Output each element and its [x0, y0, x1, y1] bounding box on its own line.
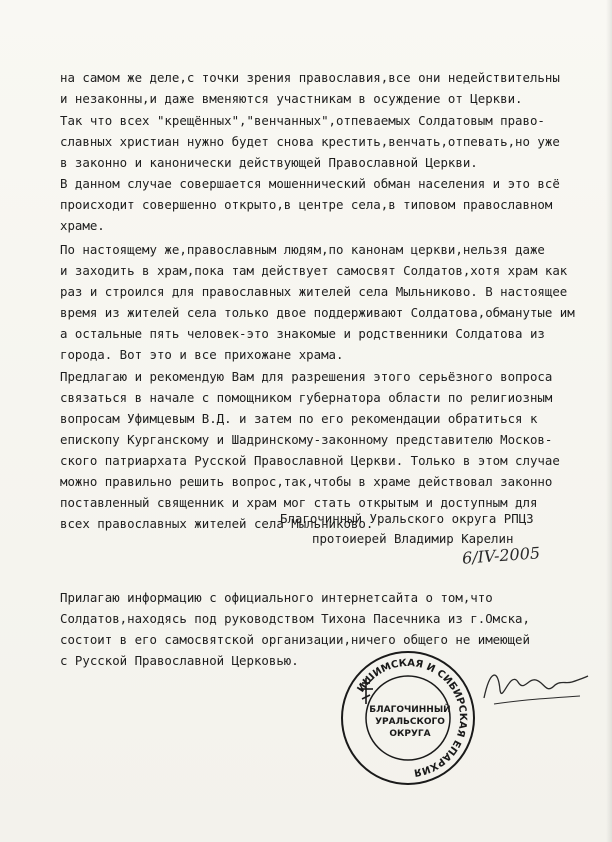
text-line: Так что всех "крещённых","венчанных",отпеваемых Солдатовым право- [60, 113, 545, 128]
text-line: а остальные пять человек-это знакомые и родственники Солдатова из [60, 326, 545, 341]
seal-center-line-2: УРАЛЬСКОГО [375, 717, 445, 727]
text-line: славных христиан нужно будет снова крестить,венчать,отпевать,но уже [60, 134, 560, 149]
text-line: в законно и канонически действующей Православной Церкви. [60, 155, 478, 170]
text-line: состоит в его самосвятской организации,ничего общего не имеющей [60, 632, 530, 647]
text-line: Солдатов,находясь под руководством Тихона Пасечника из г.Омска, [60, 611, 530, 626]
text-line: связаться в начале с помощником губернатора области по религиозным [60, 390, 553, 405]
text-line: раз и строился для православных жителей села Мыльниково. В настоящее [60, 284, 568, 299]
text-line: Прилагаю информацию с официального интернетсайта о том,что [60, 590, 493, 605]
text-line: поставленный священник и храм мог стать открытым и доступным для [60, 495, 538, 510]
round-seal [338, 648, 478, 788]
text-line: и заходить в храм,пока там действует самосвят Солдатов,хотя храм как [60, 263, 568, 278]
handwritten-date: 6/IV-2005 [461, 543, 541, 568]
text-line: всех православных жителей села Мыльниково. [60, 516, 374, 531]
text-line: По настоящему же,православным людям,по канонам церкви,нельзя даже [60, 242, 545, 257]
text-line: с Русской Православной Церковью. [60, 653, 299, 668]
page-edge-shadow [606, 0, 612, 842]
text-line: епископу Курганскому и Шадринскому-законному представителю Москов- [60, 432, 553, 447]
seal-graphic [338, 648, 478, 788]
seal-center-line-1: БЛАГОЧИННЫЙ [369, 705, 451, 715]
signature-name: протоиерей Владимир Карелин [312, 531, 514, 546]
text-line: и незаконны,и даже вменяются участникам в осуждение от Церкви. [60, 91, 523, 106]
seal-ring-text: ИШИМСКАЯ И СИБИРСКАЯ ЕПАРХИЯ [355, 657, 469, 778]
signature-title: Благочинный Уральского округа РПЦЗ [280, 511, 534, 526]
text-line: можно правильно решить вопрос,так,чтобы в храме действовал законно [60, 474, 553, 489]
seal-center-line-3: ОКРУГА [389, 729, 431, 739]
text-line: храме. [60, 218, 105, 233]
text-line: на самом же деле,с точки зрения православия,все они недействительны [60, 70, 560, 85]
text-line: Предлагаю и рекомендую Вам для разрешения этого серьёзного вопроса [60, 369, 553, 384]
text-line: время из жителей села только двое поддерживают Солдатова,обманутые им [60, 305, 575, 320]
text-line: ского патриархата Русской Православной Церкви. Только в этом случае [60, 453, 560, 468]
text-line: вопросам Уфимцевым В.Д. и затем по его рекомендации обратиться к [60, 411, 538, 426]
text-line: города. Вот это и все прихожане храма. [60, 347, 344, 362]
handwritten-signature [480, 660, 590, 710]
text-line: В данном случае совершается мошеннический обман населения и это всё [60, 176, 560, 191]
text-line: происходит совершенно открыто,в центре села,в типовом православном [60, 197, 553, 212]
